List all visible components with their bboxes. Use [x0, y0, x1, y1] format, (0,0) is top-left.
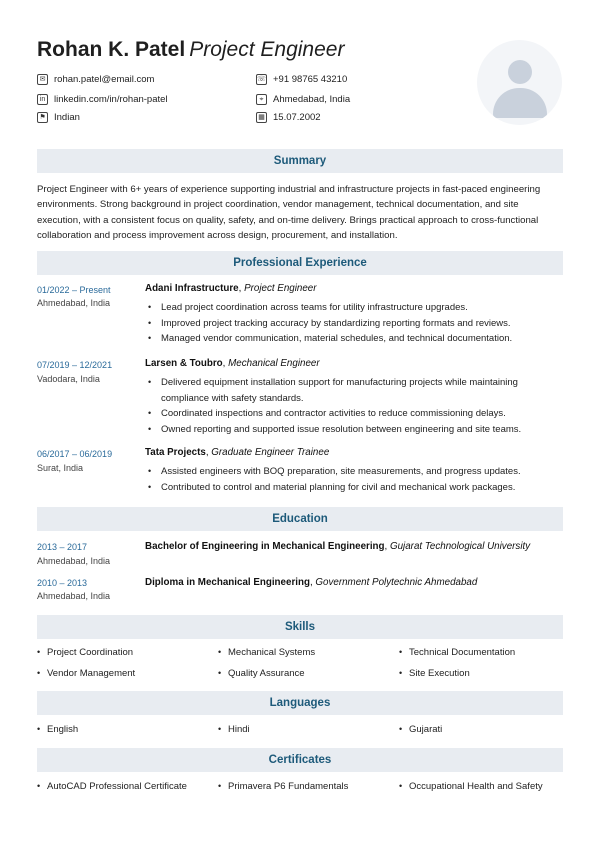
- skill-item: • Mechanical Systems: [218, 647, 315, 658]
- certificate-item: • Primavera P6 Fundamentals: [218, 781, 348, 792]
- section-summary-header: Summary: [37, 149, 563, 173]
- linkedin-icon: in: [37, 94, 48, 105]
- school-name: Government Polytechnic Ahmedabad: [315, 577, 478, 588]
- full-name: Rohan K. Patel: [37, 38, 186, 61]
- summary-text: Project Engineer with 6+ years of experience supporting industrial and infrastructure projects in fast-paced engineering environments. Strong background in project coordination, vendor management, technical documentation, and site execution, with a consistent focus on quality, safety, and on-time delivery. Brings practical approach to cross-functional collaboration and process improvement across design, procurement, and installation.: [37, 184, 541, 242]
- list-item: • Assisted engineers with BOQ preparation, site measurements, and progress updates.: [147, 464, 563, 480]
- section-experience-header: Professional Experience: [37, 251, 563, 275]
- list-item: • Improved project tracking accuracy by standardizing reporting formats and reviews.: [147, 316, 563, 332]
- job-location: Ahmedabad, India: [37, 298, 111, 308]
- company-name: Larsen & Toubro: [145, 358, 223, 369]
- list-item: • Lead project coordination across teams for utility infrastructure upgrades.: [147, 300, 563, 316]
- section-certificates-header: Certificates: [37, 748, 563, 772]
- job-role: Project Engineer: [189, 38, 345, 61]
- certificate-item: • AutoCAD Professional Certificate: [37, 781, 187, 792]
- contact-nationality: ⚑ Indian: [37, 112, 80, 123]
- map-pin-icon: ⌖: [256, 94, 267, 105]
- phone-icon: ☏: [257, 76, 266, 83]
- contact-dob: ▦ 15.07.2002: [256, 112, 321, 123]
- calendar-icon: ▦: [256, 112, 267, 123]
- skill-item: • Project Coordination: [37, 647, 133, 658]
- section-education-header: Education: [37, 507, 563, 531]
- list-item: • Contributed to control and material planning for civil and mechanical work packages.: [147, 480, 563, 496]
- list-item: • Coordinated inspections and contractor activities to reduce commissioning delays.: [147, 406, 563, 422]
- job-date: 01/2022 – Present: [37, 285, 111, 295]
- job-heading: Tata Projects, Graduate Engineer Trainee: [145, 447, 330, 458]
- list-item: • Delivered equipment installation support for manufacturing projects while maintaining compliance with safety standards.: [147, 375, 563, 406]
- job-bullets: [147, 375, 563, 437]
- company-name: Tata Projects: [145, 447, 206, 458]
- education-location: Ahmedabad, India: [37, 556, 111, 566]
- job-date: 06/2017 – 06/2019: [37, 449, 113, 459]
- job-title: Mechanical Engineer: [228, 358, 320, 369]
- job-location: Vadodara, India: [37, 374, 100, 384]
- job-heading: Adani Infrastructure, Project Engineer: [145, 283, 317, 294]
- header: [37, 38, 344, 62]
- education-location: Ahmedabad, India: [37, 591, 111, 601]
- avatar: [477, 40, 562, 125]
- certificate-item: • Occupational Health and Safety: [399, 781, 543, 792]
- school-name: Gujarat Technological University: [389, 541, 531, 552]
- job-location: Surat, India: [37, 463, 84, 473]
- education-date: 2010 – 2013: [37, 578, 88, 588]
- job-bullets: [147, 300, 563, 347]
- job-bullets: [147, 464, 563, 495]
- degree-name: Bachelor of Engineering in Mechanical Engineering: [145, 541, 385, 552]
- avatar-body: [493, 88, 547, 118]
- list-item: • Owned reporting and supported issue resolution between engineering and site teams.: [147, 422, 563, 438]
- education-heading: Bachelor of Engineering in Mechanical Engineering, Gujarat Technological University: [145, 541, 531, 552]
- company-name: Adani Infrastructure: [145, 283, 239, 294]
- skill-item: • Technical Documentation: [399, 647, 515, 658]
- job-title: Project Engineer: [244, 283, 317, 294]
- language-item: • English: [37, 724, 78, 735]
- job-date: 07/2019 – 12/2021: [37, 360, 113, 370]
- flag-icon: ⚑: [37, 112, 48, 123]
- skill-item: • Vendor Management: [37, 668, 135, 679]
- envelope-icon: ✉: [37, 74, 48, 85]
- education-heading: Diploma in Mechanical Engineering, Government Polytechnic Ahmedabad: [145, 577, 478, 588]
- skill-item: • Quality Assurance: [218, 668, 305, 679]
- language-item: • Hindi: [218, 724, 250, 735]
- section-languages-header: Languages: [37, 691, 563, 715]
- education-date: 2013 – 2017: [37, 542, 88, 552]
- contact-email[interactable]: ✉ rohan.patel@email.com: [37, 74, 154, 85]
- degree-name: Diploma in Mechanical Engineering: [145, 577, 310, 588]
- contact-phone[interactable]: ☏ +91 98765 43210: [257, 74, 348, 85]
- avatar-head: [508, 60, 532, 84]
- job-title: Graduate Engineer Trainee: [211, 447, 330, 458]
- language-item: • Gujarati: [399, 724, 442, 735]
- contact-location: ⌖ Ahmedabad, India: [256, 94, 350, 105]
- contact-linkedin[interactable]: in linkedin.com/in/rohan-patel: [37, 94, 168, 105]
- skill-item: • Site Execution: [399, 668, 470, 679]
- section-skills-header: Skills: [37, 615, 563, 639]
- job-heading: Larsen & Toubro, Mechanical Engineer: [145, 358, 320, 369]
- list-item: • Managed vendor communication, material schedules, and technical documentation.: [147, 331, 563, 347]
